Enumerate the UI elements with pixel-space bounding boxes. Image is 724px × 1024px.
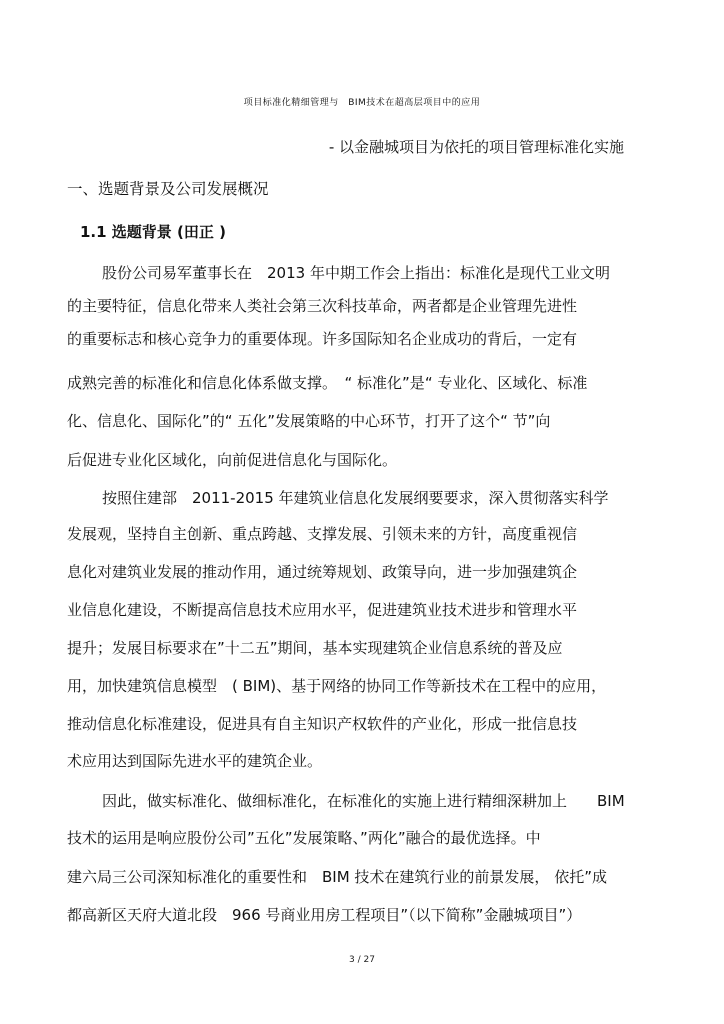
document-subtitle: - 以金融城项目为依托的项目管理标准化实施 <box>328 138 624 156</box>
paragraph-line: 都高新区天府大道北段 966 号商业用房工程项目”（以下简称”金融城项目”） <box>67 906 582 924</box>
paragraph-line: 的重要标志和核心竞争力的重要体现。许多国际知名企业成功的背后，一定有 <box>67 330 578 348</box>
paragraph-line: 后促进专业化区域化，向前促进信息化与国际化。 <box>67 451 398 469</box>
paragraph-line: 发展观，坚持自主创新、重点跨越、支撑发展、引领未来的方针，高度重视信 <box>67 525 578 543</box>
paragraph-line: 成熟完善的标准化和信息化体系做支撑。 “ 标准化”是“ 专业化、区域化、标准 <box>67 374 588 392</box>
paragraph-line: 建六局三公司深知标准化的重要性和 BIM 技术在建筑行业的前景发展， 依托”成 <box>67 868 607 886</box>
paragraph-line: 推动信息化标准建设，促进具有自主知识产权软件的产业化，形成一批信息技 <box>67 715 578 733</box>
paragraph-line: 按照住建部 2011-2015 年建筑业信息化发展纲要要求，深入贯彻落实科学 <box>102 489 609 507</box>
paragraph-line: 技术的运用是响应股份公司”五化”发展策略、”两化”融合的最优选择。中 <box>67 829 541 847</box>
section-heading: 一、选题背景及公司发展概况 <box>67 180 269 198</box>
paragraph-line: 因此，做实标准化、做细标准化，在标准化的实施上进行精细深耕加上 BIM <box>102 792 625 810</box>
paragraph-line: 息化对建筑业发展的推动作用，通过统筹规划、政策导向，进一步加强建筑企 <box>67 563 578 581</box>
paragraph-line: 股份公司易军董事长在 2013 年中期工作会上指出：标准化是现代工业文明 <box>102 264 610 282</box>
page-number: 3 / 27 <box>349 955 375 965</box>
paragraph-line: 术应用达到国际先进水平的建筑企业。 <box>67 752 323 770</box>
paragraph-line: 提升；发展目标要求在”十二五”期间，基本实现建筑企业信息系统的普及应 <box>67 639 563 657</box>
subsection-heading: 1.1 选题背景 (田正 ) <box>80 223 226 241</box>
paragraph-line: 化、信息化、国际化”的“ 五化”发展策略的中心环节，打开了这个“ 节”向 <box>67 412 551 430</box>
document-title: 项目标准化精细管理与 BIM技术在超高层项目中的应用 <box>243 98 481 108</box>
paragraph-line: 业信息化建设，不断提高信息技术应用水平，促进建筑业技术进步和管理水平 <box>67 601 578 619</box>
paragraph-line: 用，加快建筑信息模型 ( BIM)、基于网络的协同工作等新技术在工程中的应用， <box>67 677 607 695</box>
paragraph-line: 的主要特征，信息化带来人类社会第三次科技革命，两者都是企业管理先进性 <box>67 297 578 315</box>
